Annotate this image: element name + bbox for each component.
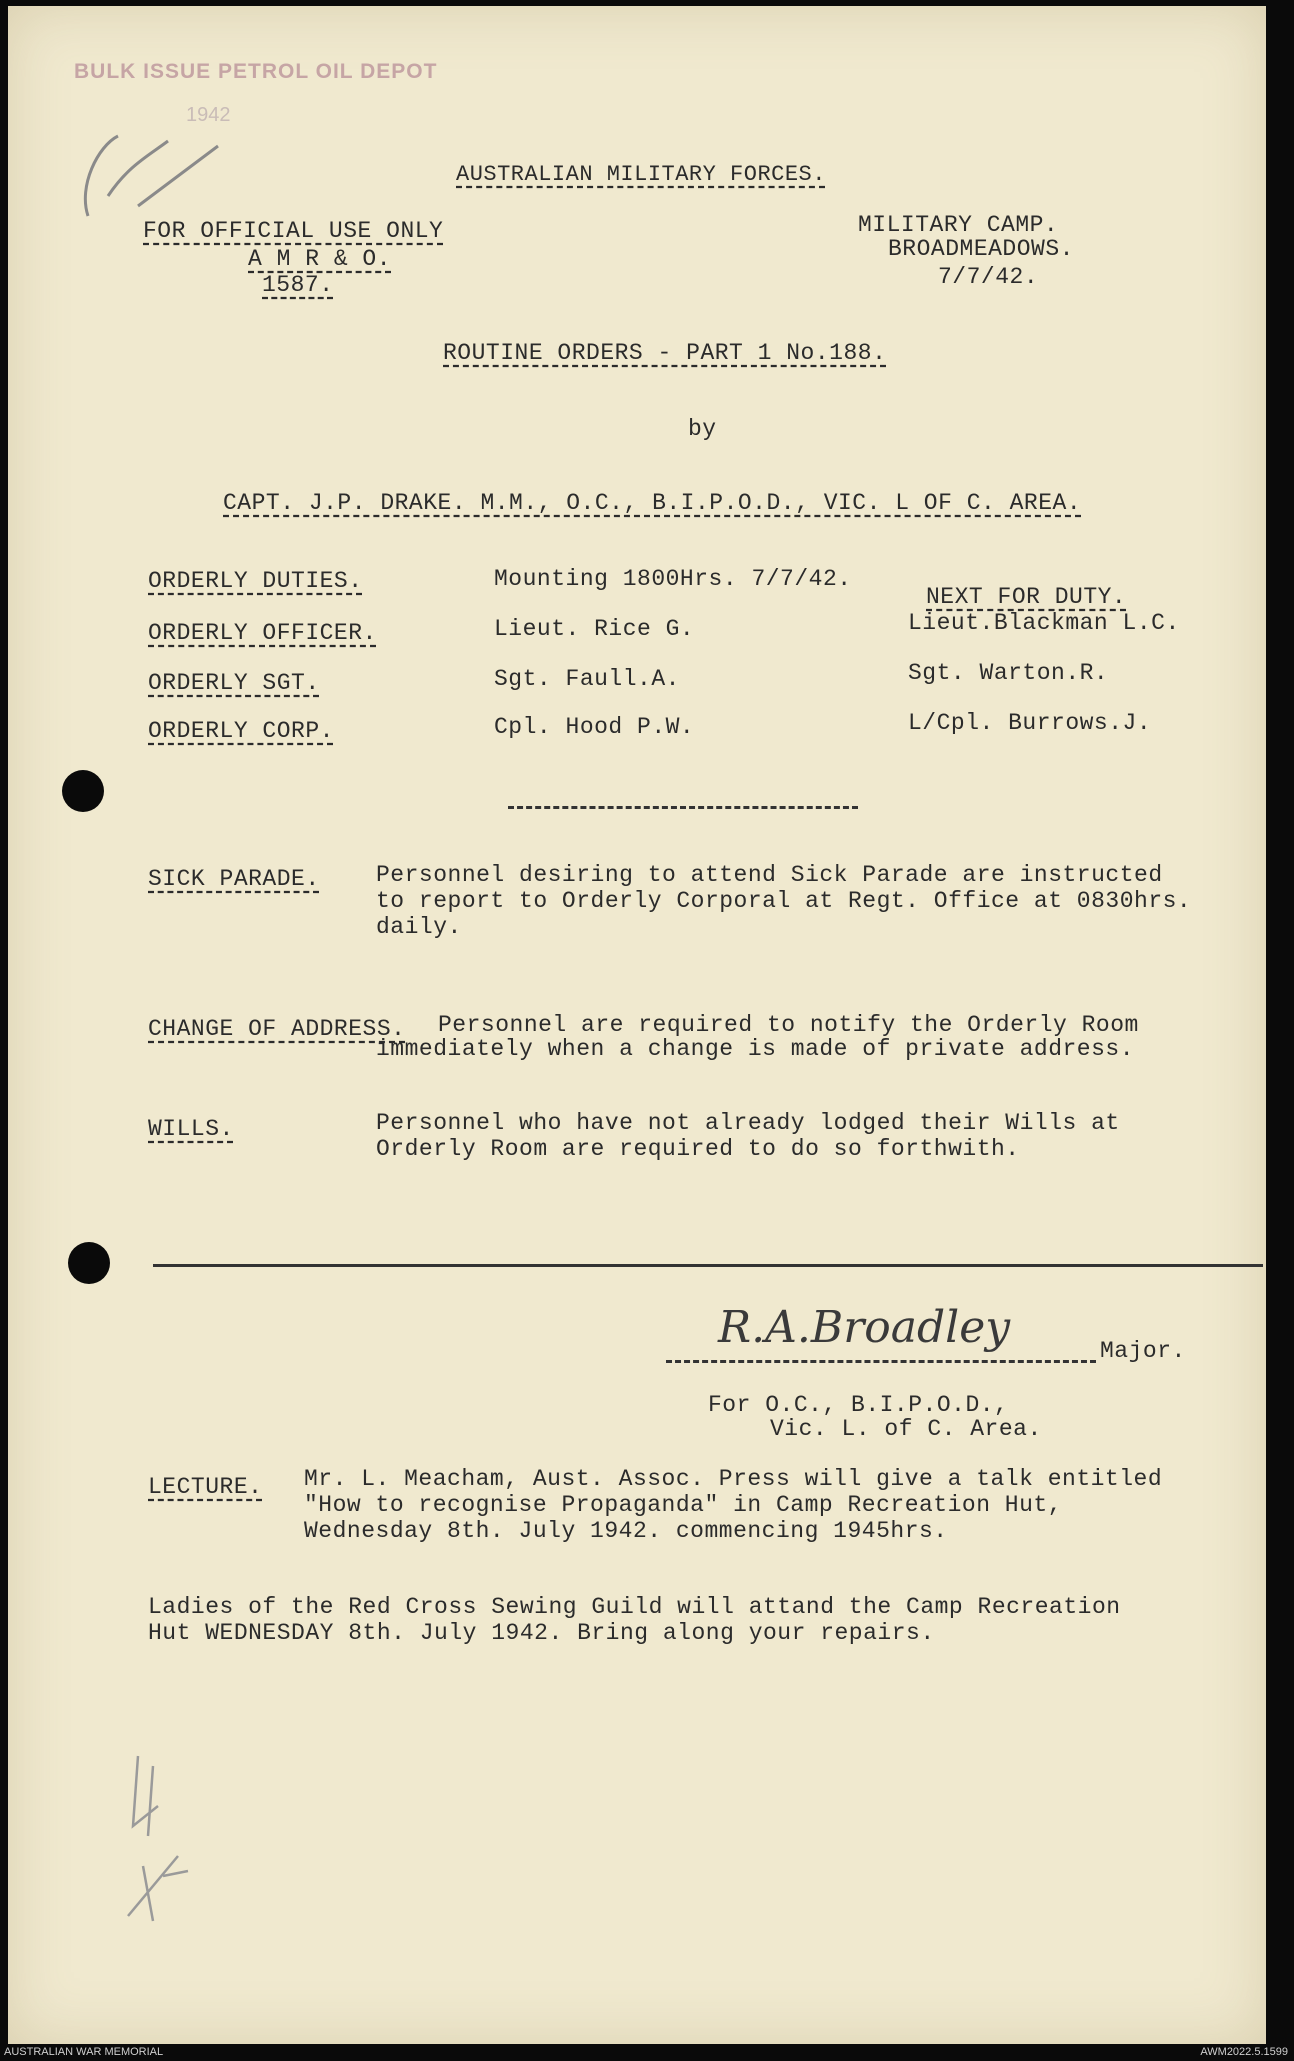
punch-hole (68, 1242, 110, 1284)
amr-number: 1587. (262, 272, 334, 298)
document-page (8, 6, 1266, 2044)
footer-credit: AUSTRALIAN WAR MEMORIAL (4, 2046, 164, 2058)
wills-text: Orderly Room are required to do so forthwith. (376, 1136, 1020, 1162)
pencil-annotation-icon (68, 106, 228, 236)
section-divider (508, 806, 858, 809)
camp-label: MILITARY CAMP. (858, 212, 1059, 238)
duty-current: Sgt. Faull.A. (494, 666, 680, 692)
lecture-text: Mr. L. Meacham, Aust. Assoc. Press will give a talk entitled (304, 1466, 1163, 1492)
duty-label: ORDERLY SGT. (148, 670, 320, 696)
duty-current: Lieut. Rice G. (494, 616, 695, 642)
sick-parade-label: SICK PARADE. (148, 866, 320, 892)
duty-next: L/Cpl. Burrows.J. (908, 710, 1152, 736)
signature: R.A.Broadley (718, 1302, 1011, 1353)
sick-parade-text: daily. (376, 914, 462, 940)
sick-parade-text: Personnel desiring to attend Sick Parade are instructed (376, 862, 1163, 888)
duty-next: Sgt. Warton.R. (908, 660, 1109, 686)
lecture-label: LECTURE. (148, 1474, 263, 1500)
duty-label: ORDERLY OFFICER. (148, 620, 377, 646)
forces-heading: AUSTRALIAN MILITARY FORCES. (456, 162, 826, 187)
by-text: by (688, 416, 717, 442)
camp-location: BROADMEADOWS. (888, 236, 1074, 262)
duty-current: Mounting 1800Hrs. 7/7/42. (494, 566, 852, 592)
signature-rank: Major. (1100, 1338, 1186, 1364)
official-use: FOR OFFICIAL USE ONLY (143, 218, 444, 244)
lecture-text: "How to recognise Propaganda" in Camp Recreation Hut, (304, 1492, 1063, 1518)
lecture-text: Wednesday 8th. July 1942. commencing 1945hrs. (304, 1518, 948, 1544)
sick-parade-text: to report to Orderly Corporal at Regt. Office at 0830hrs. (376, 888, 1192, 914)
change-of-address-label: CHANGE OF ADDRESS. (148, 1016, 406, 1042)
red-cross-text: Hut WEDNESDAY 8th. July 1942. Bring along your repairs. (148, 1620, 935, 1646)
wills-label: WILLS. (148, 1116, 234, 1142)
punch-hole (62, 770, 104, 812)
officer-line: CAPT. J.P. DRAKE. M.M., O.C., B.I.P.O.D., VIC. L OF C. AREA. (223, 490, 1082, 516)
pencil-initials-icon (118, 1746, 208, 1926)
depot-stamp: BULK ISSUE PETROL OIL DEPOT (74, 60, 438, 83)
stamp-date: 1942 (186, 104, 231, 126)
signature-line (666, 1360, 1096, 1363)
duty-label: ORDERLY CORP. (148, 718, 334, 744)
duty-current: Cpl. Hood P.W. (494, 714, 695, 740)
order-date: 7/7/42. (938, 264, 1039, 290)
signature-area: Vic. L. of C. Area. (770, 1416, 1042, 1442)
wills-text: Personnel who have not already lodged their Wills at (376, 1110, 1120, 1136)
change-of-address-text: immediately when a change is made of private address. (376, 1036, 1135, 1062)
duty-label: ORDERLY DUTIES. (148, 568, 363, 594)
amr-label: A M R & O. (248, 246, 392, 272)
red-cross-text: Ladies of the Red Cross Sewing Guild will attand the Camp Recreation (148, 1594, 1121, 1620)
orders-title: ROUTINE ORDERS - PART 1 No.188. (443, 340, 887, 366)
signature-for: For O.C., B.I.P.O.D., (708, 1392, 1009, 1418)
section-divider (153, 1264, 1263, 1267)
duty-next: Lieut.Blackman L.C. (908, 610, 1180, 636)
next-for-duty-heading: NEXT FOR DUTY. (926, 584, 1127, 610)
footer-id: AWM2022.5.1599 (1200, 2046, 1288, 2058)
change-of-address-text: Personnel are required to notify the Orderly Room (438, 1012, 1139, 1038)
